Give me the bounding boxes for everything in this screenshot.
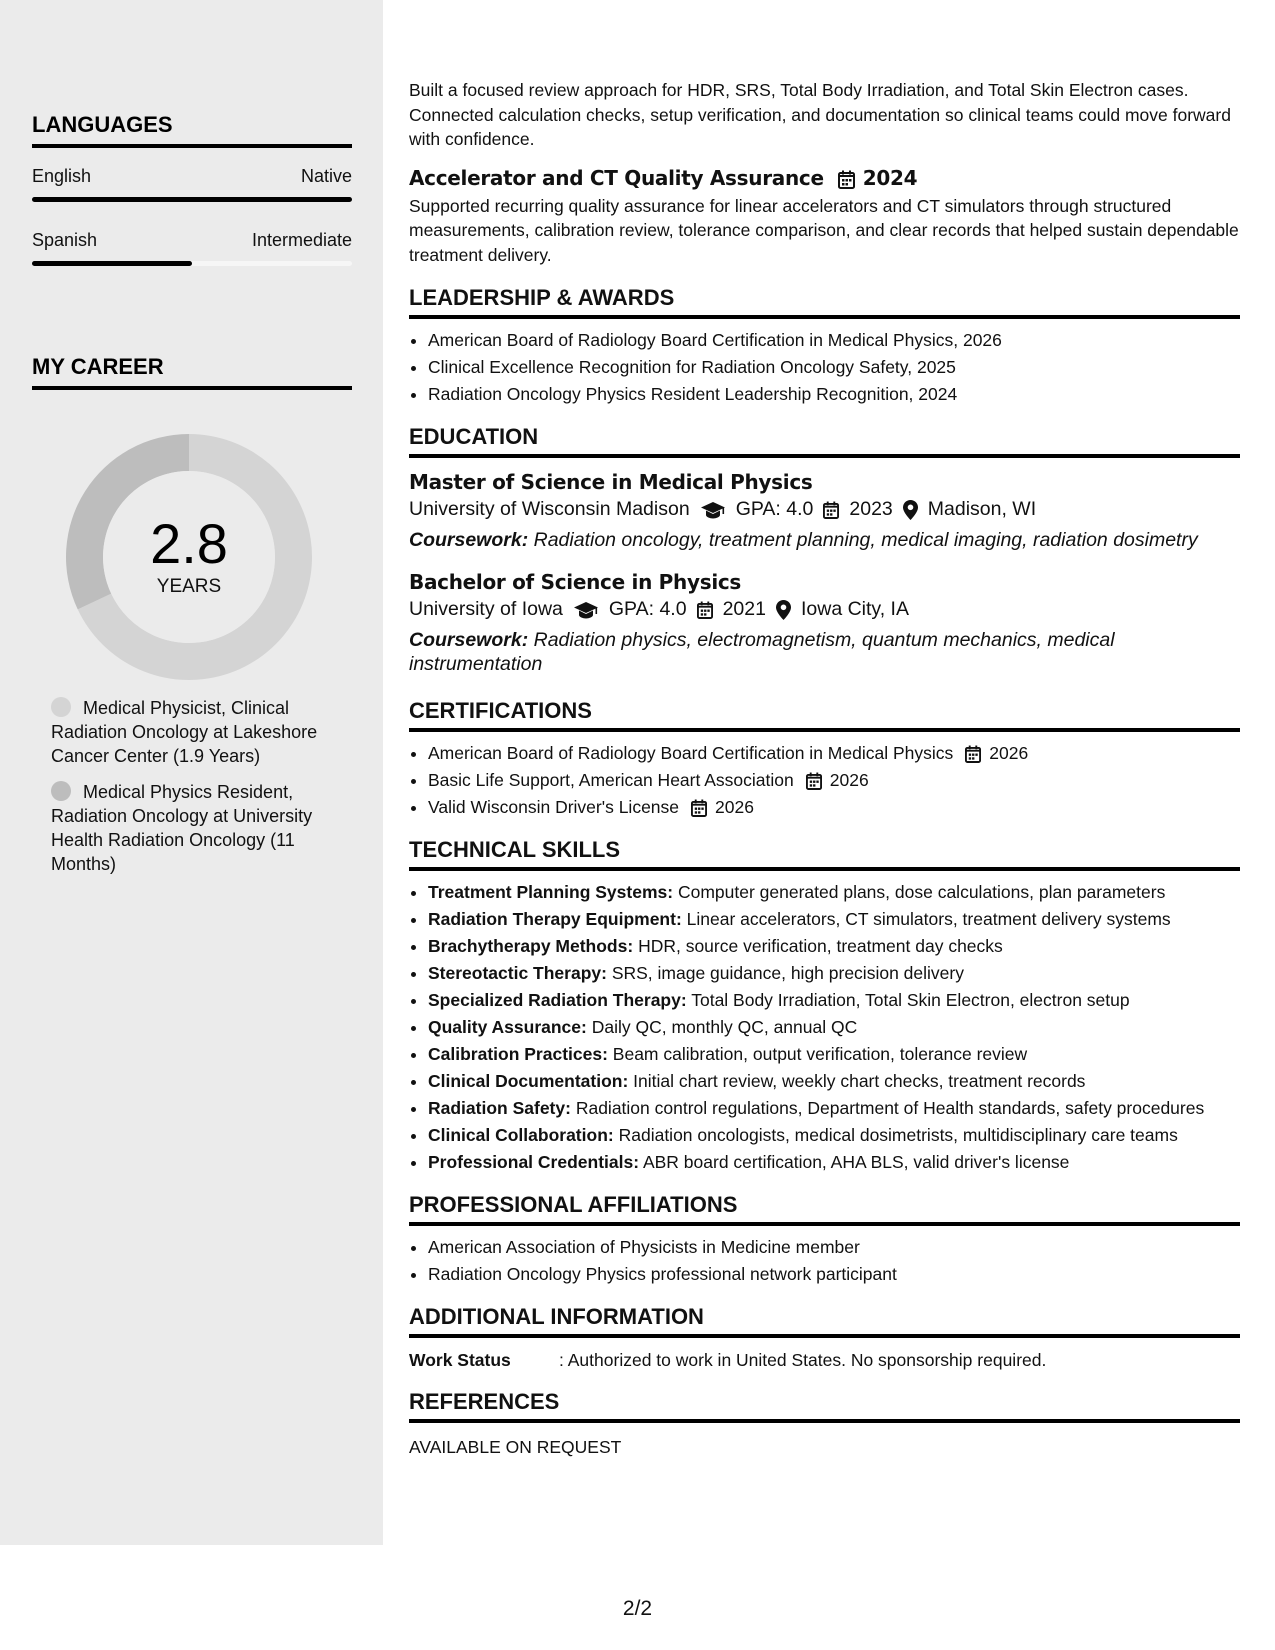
career-section: [32, 354, 352, 874]
skill-value: ABR board certification, AHA BLS, valid driver's license: [642, 1152, 1070, 1172]
certification-item: [428, 769, 1240, 792]
language-name: Spanish: [32, 230, 98, 250]
affiliations-list: [409, 1236, 1240, 1286]
certification-name: Basic Life Support, American Heart Association: [428, 770, 794, 790]
language-level: Native: [300, 166, 352, 186]
language-proficiency-bar: [32, 197, 352, 202]
project-title-row: [409, 166, 1240, 190]
legend-dot-icon: [51, 781, 71, 801]
page-number: 2/2: [622, 1597, 653, 1620]
education-school: University of Wisconsin Madison: [409, 498, 690, 520]
graduation-cap-icon: [573, 594, 599, 624]
certification-item: [428, 796, 1240, 819]
skill-item: [428, 1016, 1240, 1039]
affiliations-heading: PROFESSIONAL AFFILIATIONS: [409, 1192, 1240, 1226]
language-proficiency-fill: [32, 197, 352, 202]
skill-category: Radiation Safety:: [428, 1098, 571, 1118]
skill-item: [428, 1070, 1240, 1093]
additional-heading: ADDITIONAL INFORMATION: [409, 1304, 1240, 1338]
sidebar: [0, 0, 383, 1545]
certification-year: 2026: [829, 770, 869, 790]
calendar-icon: [697, 594, 713, 624]
skill-item: [428, 881, 1240, 904]
education-details: [409, 594, 1240, 624]
education-year: 2021: [722, 598, 766, 620]
languages-heading: LANGUAGES: [32, 112, 352, 148]
project-year: 2024: [862, 165, 918, 190]
list-item: • American Association of Physicists in Medicine member: [428, 1236, 1240, 1259]
career-heading: MY CAREER: [32, 354, 352, 390]
certification-year: 2026: [989, 743, 1029, 763]
skill-value: Daily QC, monthly QC, annual QC: [591, 1017, 858, 1037]
skill-value: Linear accelerators, CT simulators, treatment delivery systems: [686, 909, 1171, 929]
education-coursework: [409, 528, 1240, 552]
education-coursework: [409, 628, 1240, 676]
project-description: Supported recurring quality assurance for linear accelerators and CT simulators through structured measurements, calibration review, tolerance comparison, and clear records that helped sustain dependable treatment delivery.: [409, 195, 1239, 265]
education-gpa: GPA: 4.0: [608, 598, 687, 620]
education-location: Iowa City, IA: [800, 598, 909, 620]
skill-item: [428, 935, 1240, 958]
skill-category: Brachytherapy Methods:: [428, 936, 634, 956]
graduation-cap-icon: [700, 494, 726, 524]
list-item: • Radiation Oncology Physics Resident Leadership Recognition, 2024: [428, 383, 1240, 406]
education-gpa: GPA: 4.0: [735, 498, 814, 520]
skill-item: [428, 1151, 1240, 1174]
education-year: 2023: [849, 498, 893, 520]
languages-list: [32, 166, 352, 266]
certification-name: American Board of Radiology Board Certification in Medical Physics: [428, 743, 954, 763]
skills-heading: TECHNICAL SKILLS: [409, 837, 1240, 871]
skill-value: HDR, source verification, treatment day checks: [638, 936, 1003, 956]
language-proficiency-bar: [32, 261, 352, 266]
skill-value: Radiation control regulations, Department of Health standards, safety procedures: [575, 1098, 1205, 1118]
skill-item: [428, 962, 1240, 985]
calendar-icon: [691, 796, 711, 819]
references-text: AVAILABLE ON REQUEST: [409, 1437, 622, 1457]
skill-category: Calibration Practices:: [428, 1044, 608, 1064]
skills-list: [409, 881, 1240, 1174]
career-donut-chart: [66, 434, 312, 680]
leadership-heading: LEADERSHIP & AWARDS: [409, 285, 1240, 319]
skill-value: Computer generated plans, dose calculations, plan parameters: [677, 882, 1166, 902]
education-list: [409, 470, 1240, 676]
skill-item: [428, 1097, 1240, 1120]
language-level: Intermediate: [251, 230, 352, 250]
work-status-value: : Authorized to work in United States. No sponsorship required.: [559, 1350, 1047, 1370]
list-item: • American Board of Radiology Board Certification in Medical Physics, 2026: [428, 329, 1240, 352]
skill-item: [428, 1124, 1240, 1147]
certification-year: 2026: [715, 797, 754, 817]
certification-date: [806, 769, 869, 792]
education-details: [409, 494, 1240, 524]
skill-category: Clinical Documentation:: [428, 1071, 629, 1091]
skill-category: Professional Credentials:: [428, 1152, 640, 1172]
education-degree: Master of Science in Medical Physics: [409, 470, 813, 494]
location-pin-icon: [776, 594, 791, 624]
list-item: • Radiation Oncology Physics professional network participant: [428, 1263, 1240, 1286]
skill-item: [428, 908, 1240, 931]
skill-value: Radiation oncologists, medical dosimetrists, multidisciplinary care teams: [618, 1125, 1178, 1145]
donut-center: [66, 434, 312, 680]
career-legend-item: [51, 696, 351, 768]
coursework-text: Radiation physics, electromagnetism, quantum mechanics, medical instrumentation: [409, 629, 1115, 675]
career-legend-item: [51, 780, 351, 876]
certification-name: Valid Wisconsin Driver's License: [428, 797, 680, 817]
certifications-list: [409, 742, 1240, 819]
leadership-list: [409, 329, 1240, 406]
legend-dot-icon: [51, 697, 71, 717]
skill-value: Beam calibration, output verification, tolerance review: [612, 1044, 1028, 1064]
calendar-icon: [838, 166, 855, 190]
calendar-icon: [806, 769, 826, 792]
skill-value: Total Body Irradiation, Total Skin Electron, electron setup: [691, 990, 1130, 1010]
references-heading: REFERENCES: [409, 1389, 1240, 1423]
skill-value: SRS, image guidance, high precision delivery: [611, 963, 964, 983]
skill-category: Treatment Planning Systems:: [428, 882, 674, 902]
education-entry: [409, 570, 1240, 676]
coursework-label: Coursework:: [409, 529, 529, 551]
skill-category: Quality Assurance:: [428, 1017, 587, 1037]
skill-category: Stereotactic Therapy:: [428, 963, 607, 983]
skill-item: [428, 1043, 1240, 1066]
skill-value: Initial chart review, weekly chart checks, treatment records: [633, 1071, 1086, 1091]
calendar-icon: [965, 742, 985, 765]
language-proficiency-fill: [32, 261, 192, 266]
education-degree: Bachelor of Science in Physics: [409, 570, 742, 594]
list-item: • Clinical Excellence Recognition for Radiation Oncology Safety, 2025: [428, 356, 1240, 379]
education-heading: EDUCATION: [409, 424, 1240, 458]
main-content: [409, 78, 1240, 1458]
certification-item: [428, 742, 1240, 765]
certification-date: [691, 796, 754, 819]
experience-summary: Built a focused review approach for HDR, SRS, Total Body Irradiation, and Total Skin Electron cases. Connected calculation checks, setup verification, and documentation so clinical teams could move forward with confidence.: [409, 80, 1231, 149]
skill-item: [428, 989, 1240, 1012]
certification-date: [965, 742, 1028, 765]
skill-category: Clinical Collaboration:: [428, 1125, 614, 1145]
career-legend-label: Medical Physicist, Clinical Radiation Oncology at Lakeshore Cancer Center (1.9 Years): [51, 698, 318, 766]
career-total-value: 2.8: [150, 512, 228, 575]
language-row: [32, 230, 352, 251]
coursework-text: Radiation oncology, treatment planning, medical imaging, radiation dosimetry: [533, 529, 1198, 551]
language-name: English: [32, 166, 92, 186]
languages-section: [32, 112, 352, 266]
certifications-heading: CERTIFICATIONS: [409, 698, 1240, 732]
coursework-label: Coursework:: [409, 629, 529, 651]
education-location: Madison, WI: [927, 498, 1037, 520]
education-entry: [409, 470, 1240, 552]
location-pin-icon: [903, 494, 918, 524]
skill-category: Specialized Radiation Therapy:: [428, 990, 687, 1010]
education-school: University of Iowa: [409, 598, 563, 620]
career-legend-label: Medical Physics Resident, Radiation Oncology at University Health Radiation Oncology (11 Months): [51, 782, 313, 874]
calendar-icon: [823, 494, 839, 524]
skill-category: Radiation Therapy Equipment:: [428, 909, 682, 929]
work-status-label: Work Status: [409, 1350, 511, 1370]
career-legend: [51, 696, 351, 888]
project-title: Accelerator and CT Quality Assurance: [409, 165, 824, 190]
work-status-row: [409, 1350, 1240, 1371]
language-row: [32, 166, 352, 187]
career-total-unit: YEARS: [156, 576, 222, 597]
